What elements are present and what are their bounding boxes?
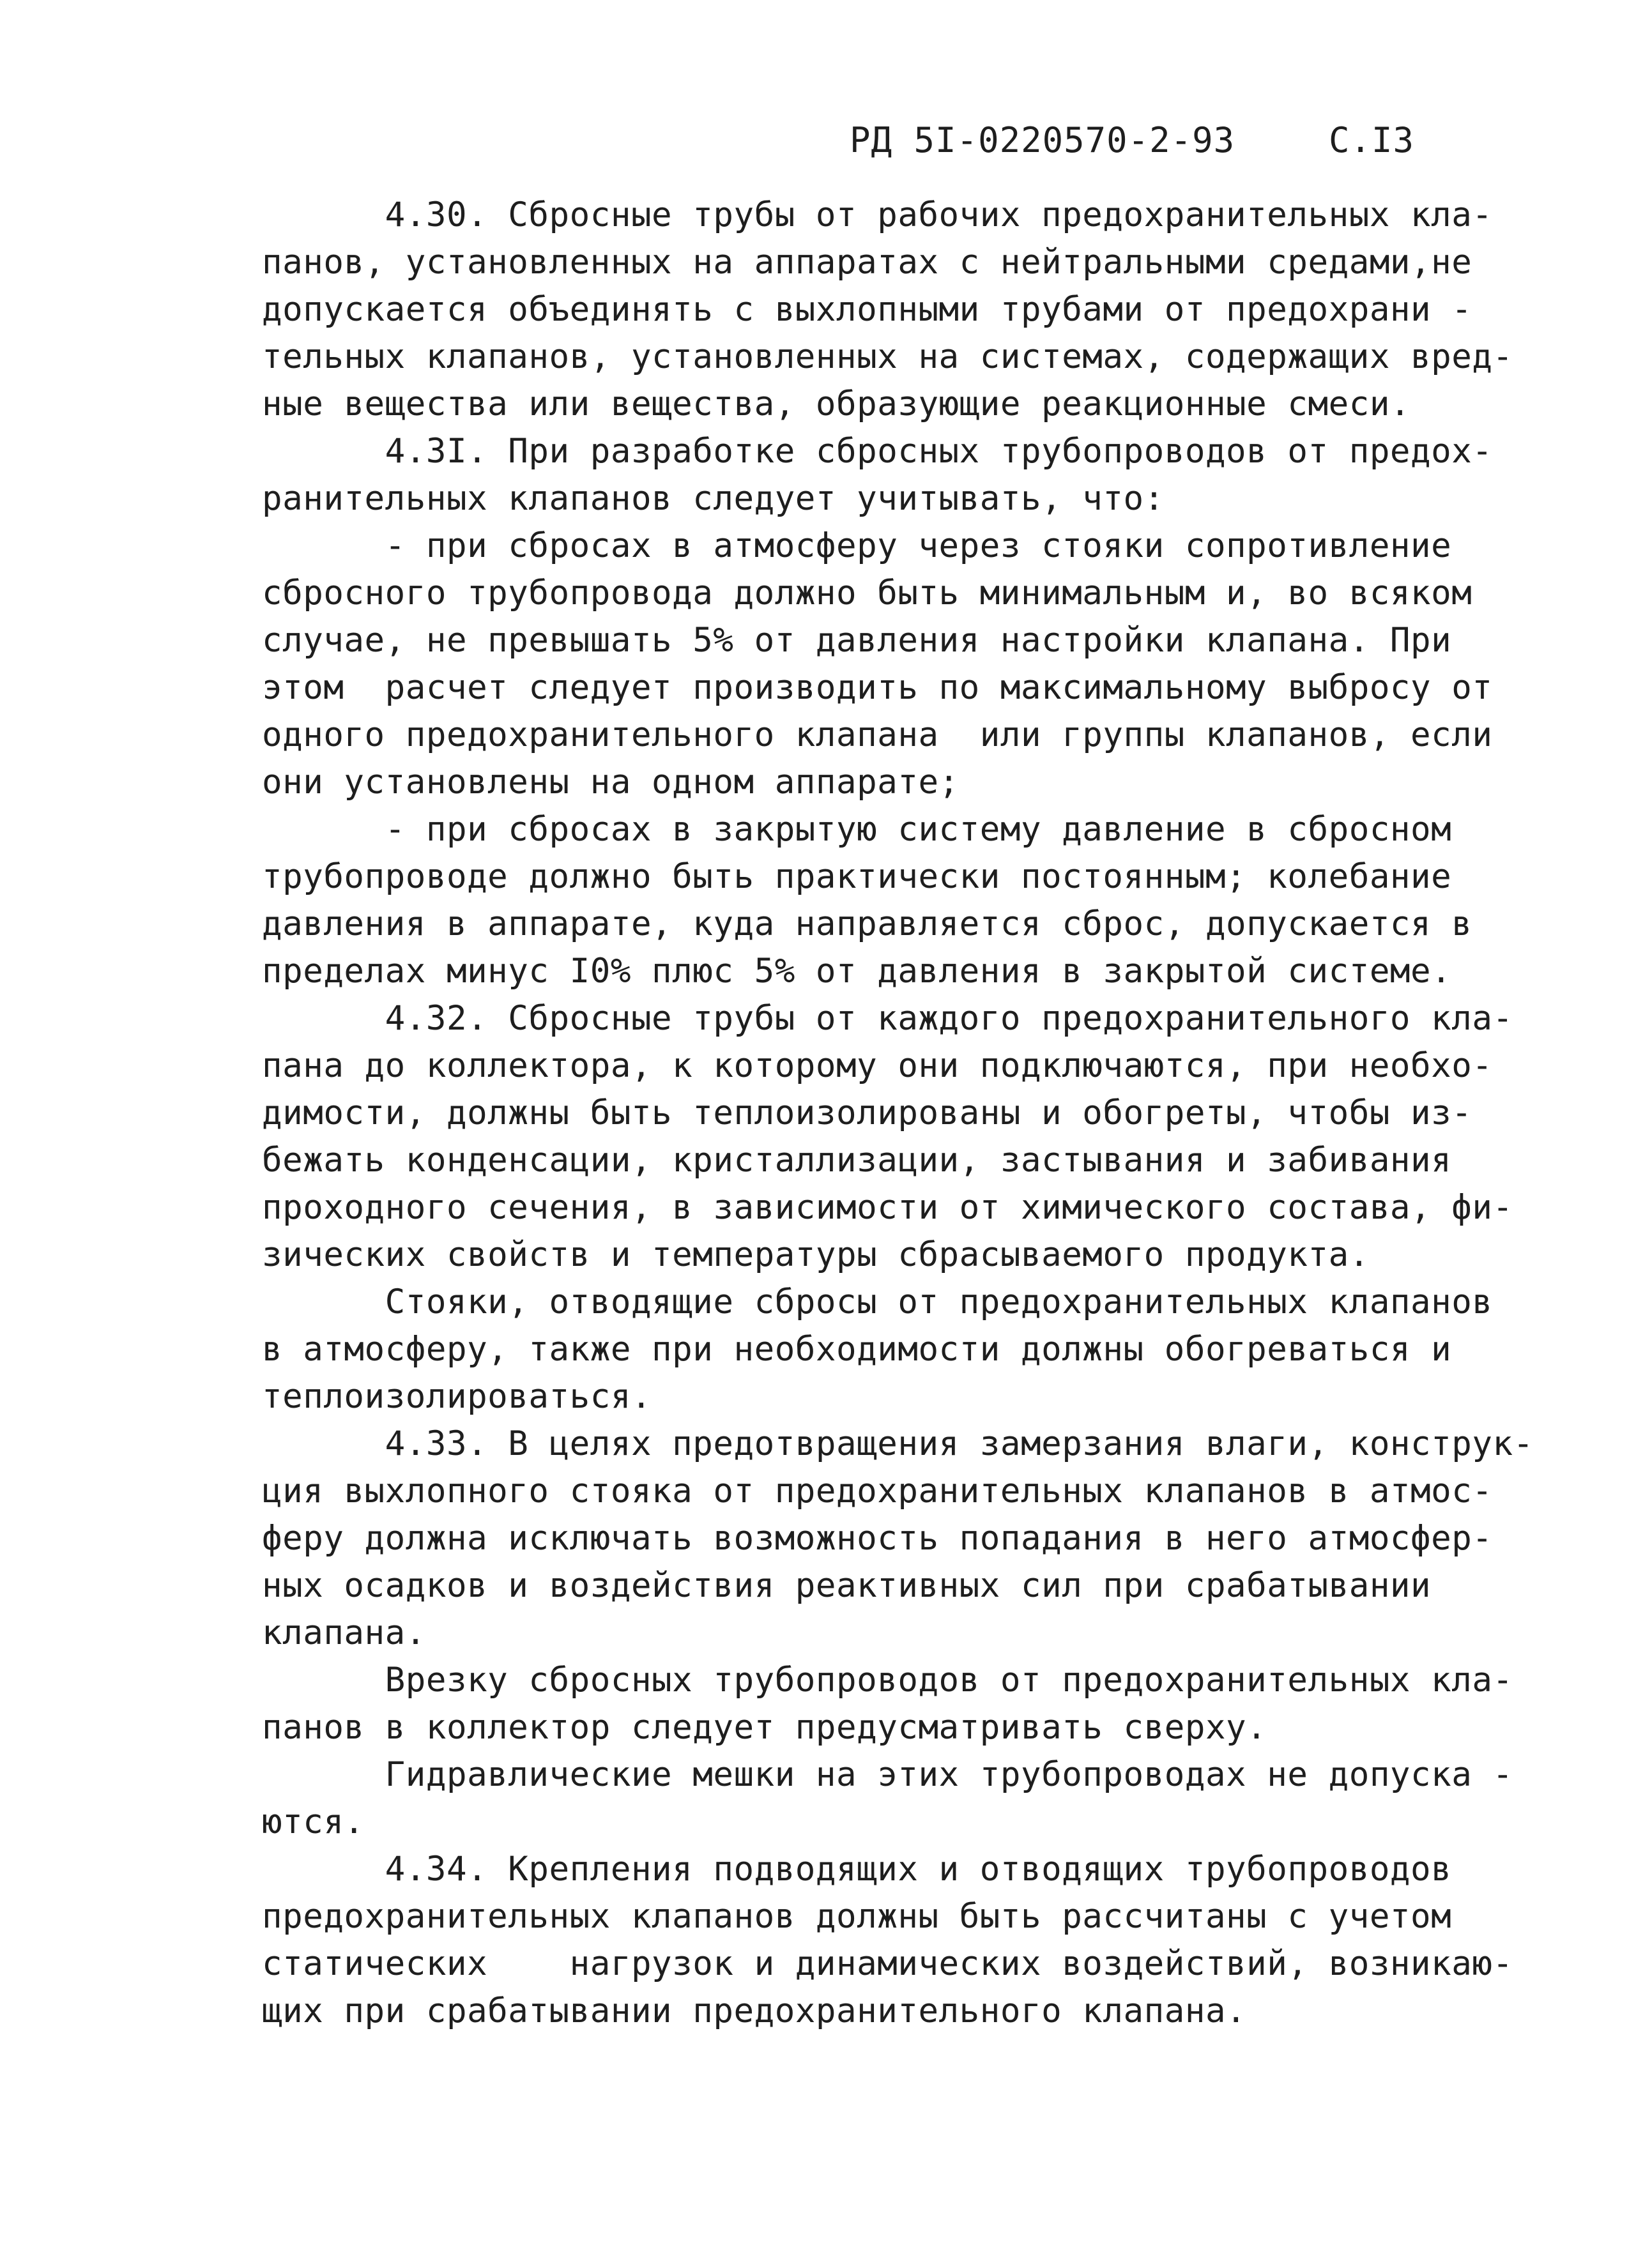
text-line: допускается объединять с выхлопными трубами от предохрани - [262, 290, 1472, 329]
text-line: предохранительных клапанов должны быть рассчитаны с учетом [262, 1897, 1452, 1936]
text-line: статических нагрузок и динамических воздействий, возникаю- [262, 1944, 1513, 1983]
text-line: 4.3I. При разработке сбросных трубопроводов от предох- [262, 432, 1493, 471]
text-line: ных осадков и воздействия реактивных сил при срабатывании [262, 1566, 1432, 1605]
text-line: Гидравлические мешки на этих трубопроводах не допуска - [262, 1755, 1513, 1794]
text-line: пределах минус I0% плюс 5% от давления в закрытой системе. [262, 952, 1452, 991]
text-line: 4.34. Крепления подводящих и отводящих трубопроводов [262, 1850, 1452, 1889]
text-line: клапана. [262, 1613, 426, 1652]
text-line: этом расчет следует производить по максимальному выбросу от [262, 668, 1493, 707]
text-line: тельных клапанов, установленных на системах, содержащих вред- [262, 337, 1513, 376]
text-line: щих при срабатывании предохранительного клапана. [262, 1991, 1247, 2030]
body-text [262, 192, 1534, 2035]
text-line: 4.32. Сбросные трубы от каждого предохранительного кла- [262, 999, 1513, 1038]
text-line: одного предохранительного клапана или группы клапанов, если [262, 715, 1493, 754]
text-line: - при сбросах в атмосферу через стояки сопротивление [262, 526, 1452, 565]
text-line: они установлены на одном аппарате; [262, 763, 959, 802]
text-line: зических свойств и температуры сбрасываемого продукта. [262, 1235, 1370, 1274]
text-line: панов в коллектор следует предусматривать сверху. [262, 1708, 1267, 1747]
text-line: ция выхлопного стояка от предохранительных клапанов в атмос- [262, 1472, 1493, 1511]
text-line: димости, должны быть теплоизолированы и обогреты, чтобы из- [262, 1093, 1472, 1132]
text-line: проходного сечения, в зависимости от химического состава, фи- [262, 1188, 1513, 1227]
text-line: - при сбросах в закрытую систему давление в сбросном [262, 810, 1452, 849]
text-line: трубопроводе должно быть практически постоянным; колебание [262, 857, 1452, 896]
text-line: случае, не превышать 5% от давления настройки клапана. При [262, 621, 1452, 660]
text-line: давления в аппарате, куда направляется сброс, допускается в [262, 904, 1472, 943]
text-line: ранительных клапанов следует учитывать, что: [262, 479, 1165, 518]
text-line: феру должна исключать возможность попадания в него атмосфер- [262, 1519, 1493, 1558]
text-line: 4.33. В целях предотвращения замерзания влаги, конструк- [262, 1424, 1534, 1463]
page-header [850, 120, 1425, 171]
page-number: С.I3 [1329, 120, 1415, 160]
text-line: теплоизолироваться. [262, 1377, 652, 1416]
text-line: бежать конденсации, кристаллизации, застывания и забивания [262, 1141, 1452, 1180]
text-line: ные вещества или вещества, образующие реакционные смеси. [262, 384, 1411, 423]
document-code: РД 5I-0220570-2-93 [850, 120, 1235, 160]
text-line: в атмосферу, также при необходимости должны обогреваться и [262, 1330, 1452, 1369]
text-line: пана до коллектора, к которому они подключаются, при необхо- [262, 1046, 1493, 1085]
text-line: Стояки, отводящие сбросы от предохранительных клапанов [262, 1282, 1493, 1321]
text-line: панов, установленных на аппаратах с нейтральными средами,не [262, 243, 1472, 282]
text-line: 4.30. Сбросные трубы от рабочих предохранительных кла- [262, 195, 1493, 234]
text-line: ются. [262, 1802, 365, 1841]
text-line: Врезку сбросных трубопроводов от предохранительных кла- [262, 1661, 1513, 1700]
text-line: сбросного трубопровода должно быть минимальным и, во всяком [262, 574, 1472, 613]
